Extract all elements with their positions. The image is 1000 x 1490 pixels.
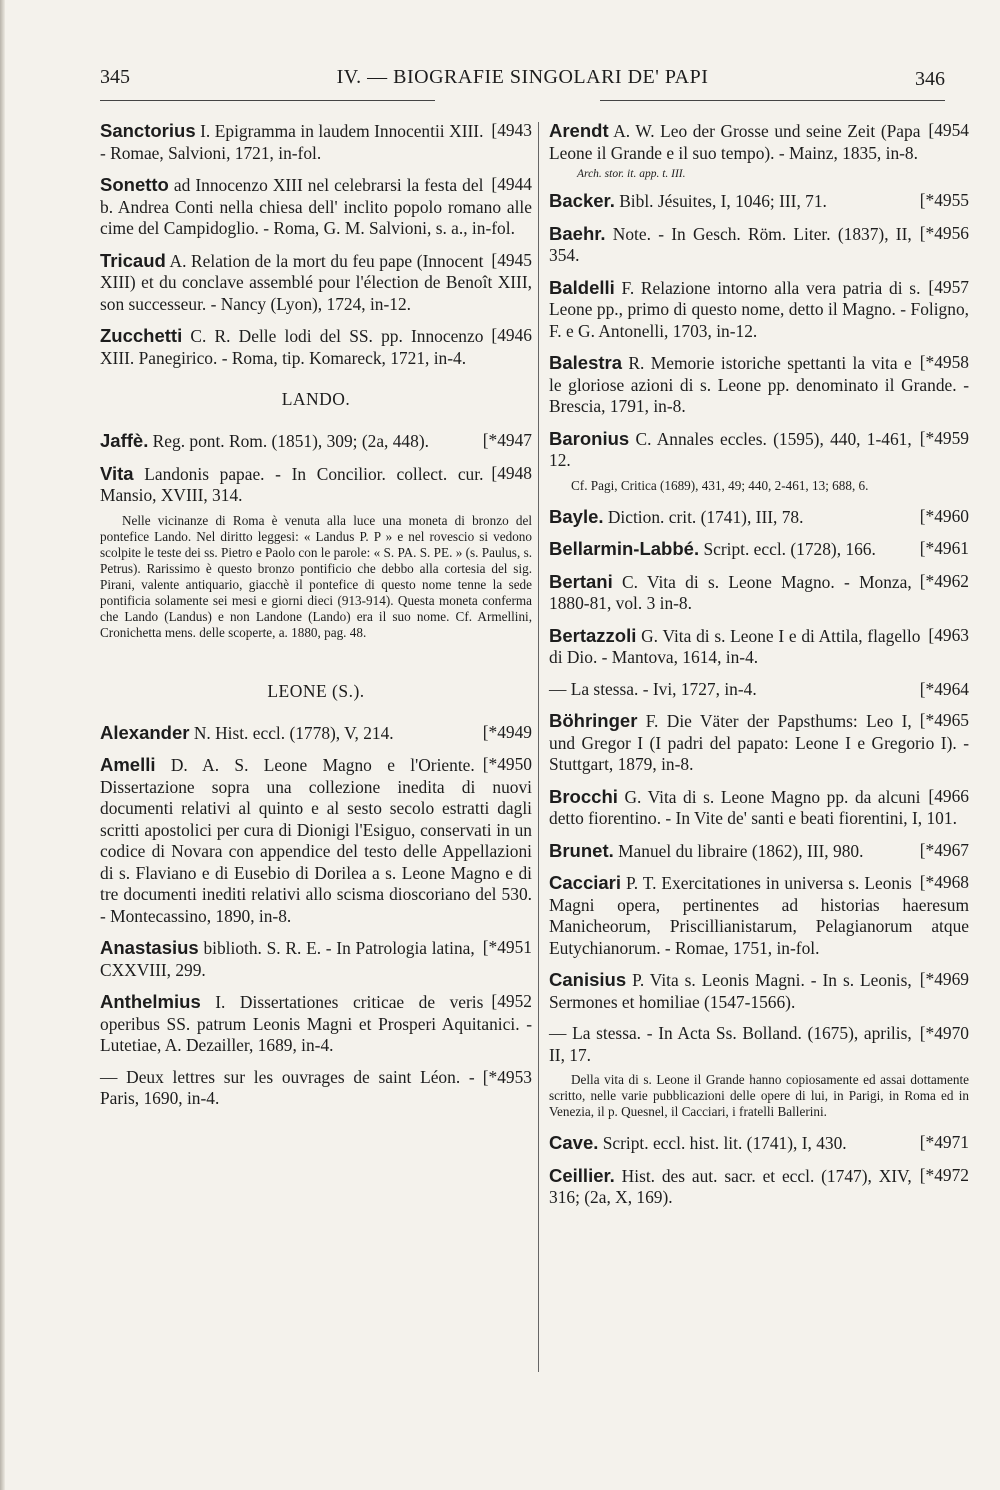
bibliography-entry bbox=[549, 1132, 969, 1155]
entry-text: Script. eccl. (1728), 166. bbox=[699, 539, 876, 559]
entry-number: [4948 bbox=[491, 462, 532, 483]
bibliography-entry bbox=[549, 538, 969, 561]
entry-text: biblioth. S. R. E. - In Patrologia latina, CXXVIII, 299. bbox=[100, 938, 475, 980]
arendt-entry bbox=[549, 120, 969, 164]
bibliography-entry bbox=[549, 710, 969, 776]
entry-number: [*4972 bbox=[919, 1164, 969, 1185]
bibliography-entry bbox=[100, 991, 532, 1057]
entry-text: C. Vita di s. Leone Magno. - Monza, 1880-81, vol. 3 in-8. bbox=[549, 571, 912, 613]
entry-author: Sanctorius bbox=[100, 120, 196, 141]
bibliography-entry bbox=[549, 223, 969, 267]
entry-author: Anthelmius bbox=[100, 991, 201, 1012]
entry-number: [4966 bbox=[928, 785, 969, 806]
bibliography-entry bbox=[100, 250, 532, 316]
entry-text: D. A. S. Leone Magno e l'Oriente. Dissertazione sopra una collezione inedita di nuovi documenti relativi al quinto e al sesto secolo estratti dagli scritti apostolici per cura di Dionigi l'Esiguo, conservati in un codice di Novara con appendice del testo delle Appellazioni di s. Flaviano e di Eusebio di Dorilea a s. Leone Magno e di tre documenti inediti relativi allo scisma dioscoriano del 530. - Montecassino, 1890, in-8. bbox=[100, 755, 532, 926]
entry-author: Jaffè. bbox=[100, 430, 149, 451]
bibliography-entry bbox=[100, 937, 532, 981]
entry-number: [*4967 bbox=[919, 839, 969, 860]
entry-number: [4943 bbox=[491, 120, 532, 140]
header-rule-right bbox=[600, 100, 945, 101]
entry-author: Backer. bbox=[549, 190, 615, 211]
column-divider bbox=[538, 122, 539, 1372]
canisius-note: Della vita di s. Leone il Grande hanno copiosamente ed assai dottamente scritto, nelle varie pubblicazioni delle opere di lui, in Parigi, in Roma ed in Venezia, il p. Quesnel, il Cacciari, i fratelli Ballerini. bbox=[549, 1072, 969, 1119]
entry-text: Reg. pont. Rom. (1851), 309; (2a, 448). bbox=[148, 431, 429, 451]
entry-text: Note. - In Gesch. Röm. Liter. (1837), II, 354. bbox=[549, 223, 912, 265]
bibliography-entry bbox=[100, 463, 532, 507]
entry-number: [*4961 bbox=[919, 538, 969, 558]
entry-number: [*4955 bbox=[919, 190, 969, 210]
entry-text: — La stessa. - Ivi, 1727, in-4. bbox=[549, 678, 757, 699]
entry-text: A. W. Leo der Grosse und seine Zeit (Papa Leone il Grande e il suo tempo). - Mainz, 1835, in-8. bbox=[549, 121, 921, 163]
bibliography-entry bbox=[549, 840, 969, 863]
entry-author: Cacciari bbox=[549, 872, 621, 893]
bibliography-entry bbox=[549, 969, 969, 1013]
entry-author: Böhringer bbox=[549, 710, 638, 731]
entry-text: Manuel du libraire (1862), III, 980. bbox=[613, 840, 864, 861]
entry-text: C. R. Delle lodi del SS. pp. Innocenzo XIII. Panegirico. - Roma, tip. Komareck, 1721, in-4. bbox=[100, 326, 484, 368]
bibliography-entry bbox=[549, 1165, 969, 1209]
entry-text: P. Vita s. Leonis Magni. - In s. Leonis, Sermones et homiliae (1547-1566). bbox=[549, 970, 912, 1012]
entry-text: ad Innocenzo XIII nel celebrarsi la festa del b. Andrea Conti nella chiesa dell' inclito popolo romano alle cime del Campidoglio. - Roma, G. M. Salvioni, s. a., in-fol. bbox=[100, 175, 532, 238]
bibliography-entry bbox=[549, 352, 969, 418]
entry-text: — La stessa. - In Acta Ss. Bolland. (1675), aprilis, II, 17. bbox=[549, 1023, 912, 1065]
bibliography-entry bbox=[549, 872, 969, 959]
entry-author: Alexander bbox=[100, 721, 190, 743]
entry-author: Brocchi bbox=[549, 785, 618, 807]
entry-number: [*4971 bbox=[919, 1132, 969, 1152]
entry-number: [*4947 bbox=[482, 430, 532, 450]
entry-author: Amelli bbox=[100, 754, 156, 775]
entry-number: [*4953 bbox=[482, 1066, 532, 1087]
leone-entries-left bbox=[100, 722, 532, 1110]
bibliography-entry bbox=[100, 1067, 532, 1110]
bibliography-entry bbox=[549, 428, 969, 472]
entry-number: [4957 bbox=[928, 276, 969, 297]
b-entries bbox=[549, 190, 969, 472]
entry-text: I. Epigramma in laudem Innocentii XIII. - Romae, Salvioni, 1721, in-fol. bbox=[100, 121, 484, 163]
entry-author: Cave. bbox=[549, 1132, 599, 1153]
bibliography-entry bbox=[100, 754, 532, 927]
entry-text: — Deux lettres sur les ouvrages de saint Léon. - Paris, 1690, in-4. bbox=[100, 1066, 475, 1108]
entry-author: Canisius bbox=[549, 969, 627, 990]
bibliography-entry bbox=[549, 190, 969, 213]
entry-number: [*4969 bbox=[919, 969, 969, 989]
right-column bbox=[549, 120, 969, 1219]
entry-author: Tricaud bbox=[100, 249, 166, 271]
bibliography-entry bbox=[100, 722, 532, 745]
page-number-right: 346 bbox=[915, 68, 945, 90]
entry-number: [*4950 bbox=[482, 754, 532, 774]
innocenzo-entries bbox=[100, 120, 532, 369]
running-header bbox=[100, 62, 945, 92]
entry-number: [*4960 bbox=[919, 505, 969, 526]
entry-number: [4945 bbox=[491, 249, 532, 270]
entry-number: [*4964 bbox=[919, 678, 969, 699]
section-heading-leone: LEONE (S.). bbox=[267, 680, 365, 701]
entry-text: G. Vita di s. Leone I e di Attila, flagello di Dio. - Mantova, 1614, in-4. bbox=[549, 625, 921, 667]
entry-author: Baronius bbox=[549, 427, 630, 449]
bayle-to-canisius-entries bbox=[549, 506, 969, 1067]
entry-author: Brunet. bbox=[549, 839, 614, 861]
entry-text: C. Annales eccles. (1595), 440, 1-461, 12. bbox=[549, 428, 912, 470]
entry-text: Script. eccl. hist. lit. (1741), I, 430. bbox=[598, 1133, 847, 1153]
entry-text: F. Die Väter der Papsthums: Leo I, und Gregor I (I padri del papato: Leone I e Gregorio I). - Stuttgart, 1879, in-8. bbox=[549, 711, 969, 774]
entry-text: R. Memorie istoriche spettanti la vita e le gloriose azioni di s. Leone pp. denominato il Grande. - Brescia, 1791, in-8. bbox=[549, 353, 969, 416]
entry-number: [4944 bbox=[491, 174, 532, 194]
entry-text: G. Vita di s. Leone Magno pp. da alcuni detto fiorentino. - In Vite de' santi e beati fiorentini, I, 101. bbox=[549, 786, 957, 828]
header-rule-left bbox=[100, 100, 435, 101]
entry-author: Arendt bbox=[549, 120, 609, 141]
lando-footnote: Nelle vicinanze di Roma è venuta alla luce una moneta di bronzo del pontefice Lando. Nel diritto leggesi: « Landus P. P » e nel rovescio si vedono scolpite le teste dei ss. Pietro e Paolo con le parole: « S. PA. S. PE. » (s. Paulus, s. Petrus). Rarissimo è questo bronzo pontificio che debbo alla cortesia del sig. Pirani, valente antiquario, giacchè il pontefice di questo nome tenne la sede pontificia solamente sei mesi e giorni dieci (913-914). Questa moneta conferma che Lando (Landus) e non Landone (Lando) era il suo nome. Cf. Armellini, Cronichetta mens. delle scoperte, a. 1880, pag. 48. bbox=[100, 512, 532, 640]
entry-text: Hist. des aut. sacr. et eccl. (1747), XIV, 316; (2a, X, 169). bbox=[549, 1165, 912, 1207]
entry-number: [*4968 bbox=[919, 872, 969, 892]
entry-author: Sonetto bbox=[100, 174, 169, 195]
entry-number: [4952 bbox=[491, 991, 532, 1011]
entry-number: [*4965 bbox=[919, 710, 969, 730]
entry-text: Diction. crit. (1741), III, 78. bbox=[603, 506, 804, 527]
entry-text: A. Relation de la mort du feu pape (Innocent XIII) et du conclave assemblé pour l'élection de Benoît XIII, son successeur. - Nancy (Lyon), 1724, in-12. bbox=[100, 250, 532, 314]
entry-author: Baldelli bbox=[549, 276, 615, 298]
bibliography-entry bbox=[549, 786, 969, 830]
entry-author: Bertazzoli bbox=[549, 624, 637, 646]
bibliography-entry bbox=[549, 120, 969, 164]
bibliography-entry bbox=[549, 679, 969, 701]
bibliography-entry bbox=[549, 277, 969, 343]
lando-entries bbox=[100, 430, 532, 507]
entry-text: N. Hist. eccl. (1778), V, 214. bbox=[189, 722, 394, 743]
entry-author: Bertani bbox=[549, 570, 613, 592]
entry-number: [*4959 bbox=[919, 427, 969, 448]
entry-author: Zucchetti bbox=[100, 325, 183, 346]
entry-author: Bellarmin-Labbé. bbox=[549, 538, 700, 559]
entry-author: Baehr. bbox=[549, 222, 606, 244]
entry-text: I. Dissertationes criticae de veris operibus SS. patrum Leonis Magni et Prosperi Aquitanici. - Lutetiae, A. Dezailler, 1689, in-4. bbox=[100, 992, 532, 1055]
bibliography-entry bbox=[100, 430, 532, 453]
bibliography-entry bbox=[100, 174, 532, 240]
arendt-reference: Arch. stor. it. app. t. III. bbox=[577, 168, 686, 180]
left-column bbox=[100, 120, 532, 1120]
entry-text: Landonis papae. - In Concilior. collect. cur. Mansio, XVIII, 314. bbox=[100, 463, 484, 505]
running-title: IV. — BIOGRAFIE SINGOLARI DE' PAPI bbox=[336, 66, 709, 88]
entry-text: P. T. Exercitationes in universa s. Leonis Magni opera, pertinentes ad historias haeresum Manicheorum, Priscillianistarum, Pelagianorum atque Eutychianorum. - Romae, 1751, in-fol. bbox=[549, 873, 969, 958]
entry-author: Vita bbox=[100, 462, 134, 484]
entry-number: [*4951 bbox=[482, 937, 532, 957]
section-heading-lando: LANDO. bbox=[281, 389, 351, 409]
entry-number: [4946 bbox=[491, 325, 532, 345]
entry-number: [4954 bbox=[928, 120, 969, 140]
entry-text: Bibl. Jésuites, I, 1046; III, 71. bbox=[614, 191, 827, 211]
book-binding-edge bbox=[0, 0, 5, 1490]
entry-author: Bayle. bbox=[549, 505, 604, 527]
cave-ceillier-entries bbox=[549, 1132, 969, 1209]
entry-text: F. Relazione intorno alla vera patria di s. Leone pp., primo di questo nome, detto il Magno. - Foligno, F. e G. Antonelli, 1703, in-12. bbox=[549, 277, 969, 341]
baronius-note: Cf. Pagi, Critica (1689), 431, 49; 440, 2-461, 13; 688, 6. bbox=[571, 477, 869, 493]
bibliography-entry bbox=[100, 325, 532, 369]
entry-author: Balestra bbox=[549, 352, 623, 373]
bibliography-entry bbox=[549, 506, 969, 529]
page-number-left: 345 bbox=[100, 66, 130, 88]
bibliography-entry bbox=[549, 1023, 969, 1066]
entry-number: [*4962 bbox=[919, 570, 969, 591]
bibliography-entry bbox=[100, 120, 532, 164]
bibliography-entry bbox=[549, 571, 969, 615]
entry-number: [*4949 bbox=[482, 721, 532, 742]
entry-number: [4963 bbox=[928, 624, 969, 645]
entry-number: [*4958 bbox=[919, 352, 969, 372]
bibliography-entry bbox=[549, 625, 969, 669]
entry-author: Ceillier. bbox=[549, 1164, 615, 1186]
entry-number: [*4956 bbox=[919, 222, 969, 243]
entry-author: Anastasius bbox=[100, 937, 199, 958]
entry-number: [*4970 bbox=[919, 1023, 969, 1043]
